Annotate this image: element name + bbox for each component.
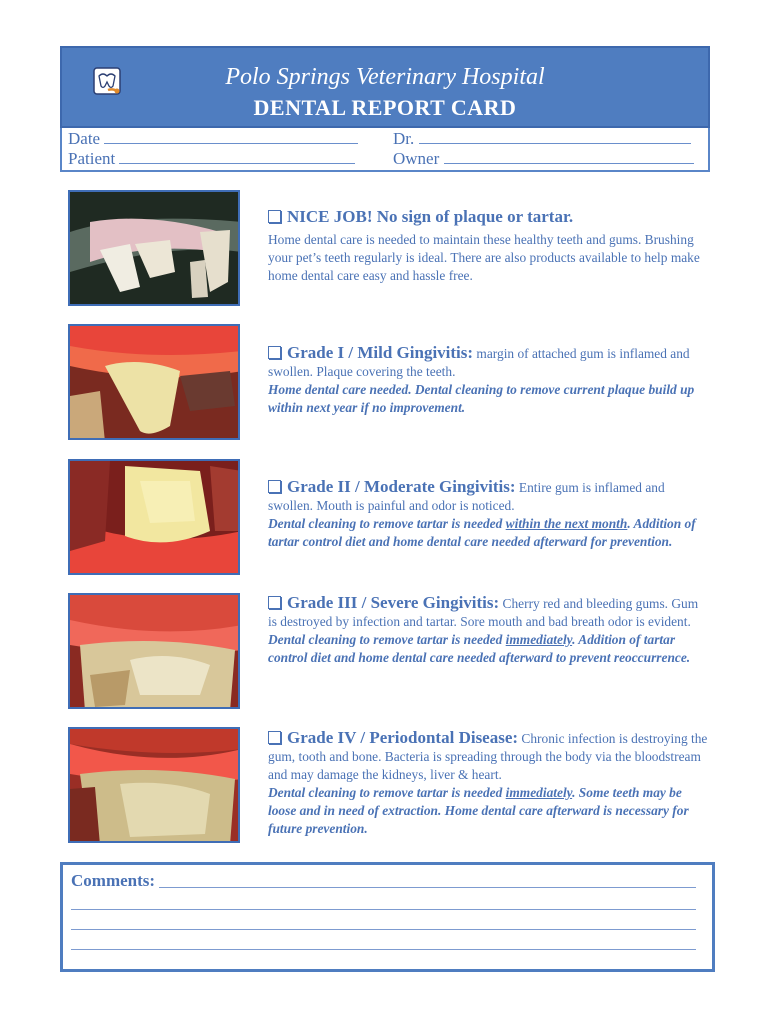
patient-info-box xyxy=(60,128,710,172)
checkbox-icon[interactable] xyxy=(268,731,281,744)
owner-line[interactable] xyxy=(444,150,694,164)
photo-healthy-teeth xyxy=(68,190,240,306)
hospital-name: Polo Springs Veterinary Hospital xyxy=(225,64,545,90)
grade-heading: Grade II / Moderate Gingivitis: xyxy=(287,477,516,496)
checkbox-icon[interactable] xyxy=(268,210,281,223)
patient-line[interactable] xyxy=(119,150,355,164)
grade-description: margin of attached gum is inflamed and swollen. Plaque covering the teeth. xyxy=(268,346,690,379)
doctor-label: Dr. xyxy=(393,129,415,148)
comment-line[interactable] xyxy=(71,949,696,950)
grade-description: Cherry red and bleeding gums. Gum is destroyed by infection and tartar. Sore mouth and bad breath odor is evident. xyxy=(268,596,699,629)
comments-box xyxy=(60,862,715,972)
checkbox-icon[interactable] xyxy=(268,596,281,609)
card-title: DENTAL REPORT CARD xyxy=(253,95,517,120)
photo-grade-2 xyxy=(68,459,240,575)
photo-grade-1 xyxy=(68,324,240,440)
grade-note: Dental cleaning to remove tartar is needed immediately. Addition of tartar control diet and home dental care needed afterward to prevent reoccurrence. xyxy=(268,632,691,665)
grade-entry-healthy xyxy=(268,208,708,285)
photo-grade-3 xyxy=(68,593,240,709)
patient-label: Patient xyxy=(68,149,116,168)
date-field[interactable] xyxy=(68,129,358,149)
grade-entry-3 xyxy=(268,594,708,667)
doctor-line[interactable] xyxy=(419,130,691,144)
comment-line[interactable] xyxy=(71,929,696,930)
grade-note: Dental cleaning to remove tartar is needed within the next month. Addition of tartar control diet and home dental care needed afterward for prevention. xyxy=(268,516,696,549)
doctor-field[interactable] xyxy=(393,129,691,149)
grade-note: Dental cleaning to remove tartar is needed immediately. Some teeth may be loose and in need of extraction. Home dental care afterward is necessary for future prevention. xyxy=(268,785,689,836)
grade-entry-4 xyxy=(268,729,708,838)
grade-heading: Grade III / Severe Gingivitis: xyxy=(287,593,500,612)
grade-description: Entire gum is inflamed and swollen. Mouth is painful and odor is noticed. xyxy=(268,480,665,513)
grade-entry-1 xyxy=(268,344,708,417)
checkbox-icon[interactable] xyxy=(268,480,281,493)
grade-entry-2 xyxy=(268,478,708,551)
owner-label: Owner xyxy=(393,149,440,168)
header-banner xyxy=(60,46,710,128)
grade-description: Home dental care is needed to maintain these healthy teeth and gums. Brushing your pet’s teeth regularly is ideal. There are also products available to help make home dental care easy and hassle free. xyxy=(268,232,700,283)
grade-heading: Grade IV / Periodontal Disease: xyxy=(287,728,519,747)
date-line[interactable] xyxy=(104,130,358,144)
patient-field[interactable] xyxy=(68,149,355,169)
owner-field[interactable] xyxy=(393,149,694,169)
date-label: Date xyxy=(68,129,101,148)
grade-heading: NICE JOB! No sign of plaque or tartar. xyxy=(287,207,574,226)
comments-label: Comments: xyxy=(71,871,156,890)
comment-line[interactable] xyxy=(159,887,696,888)
comment-line[interactable] xyxy=(71,909,696,910)
grade-heading: Grade I / Mild Gingivitis: xyxy=(287,343,474,362)
checkbox-icon[interactable] xyxy=(268,346,281,359)
photo-grade-4 xyxy=(68,727,240,843)
grade-description: Chronic infection is destroying the gum, tooth and bone. Bacteria is spreading through the body via the bloodstream and may damage the kidneys, liver & heart. xyxy=(268,731,708,782)
grade-note: Home dental care needed. Dental cleaning to remove current plaque build up within next year if no improvement. xyxy=(268,382,695,415)
